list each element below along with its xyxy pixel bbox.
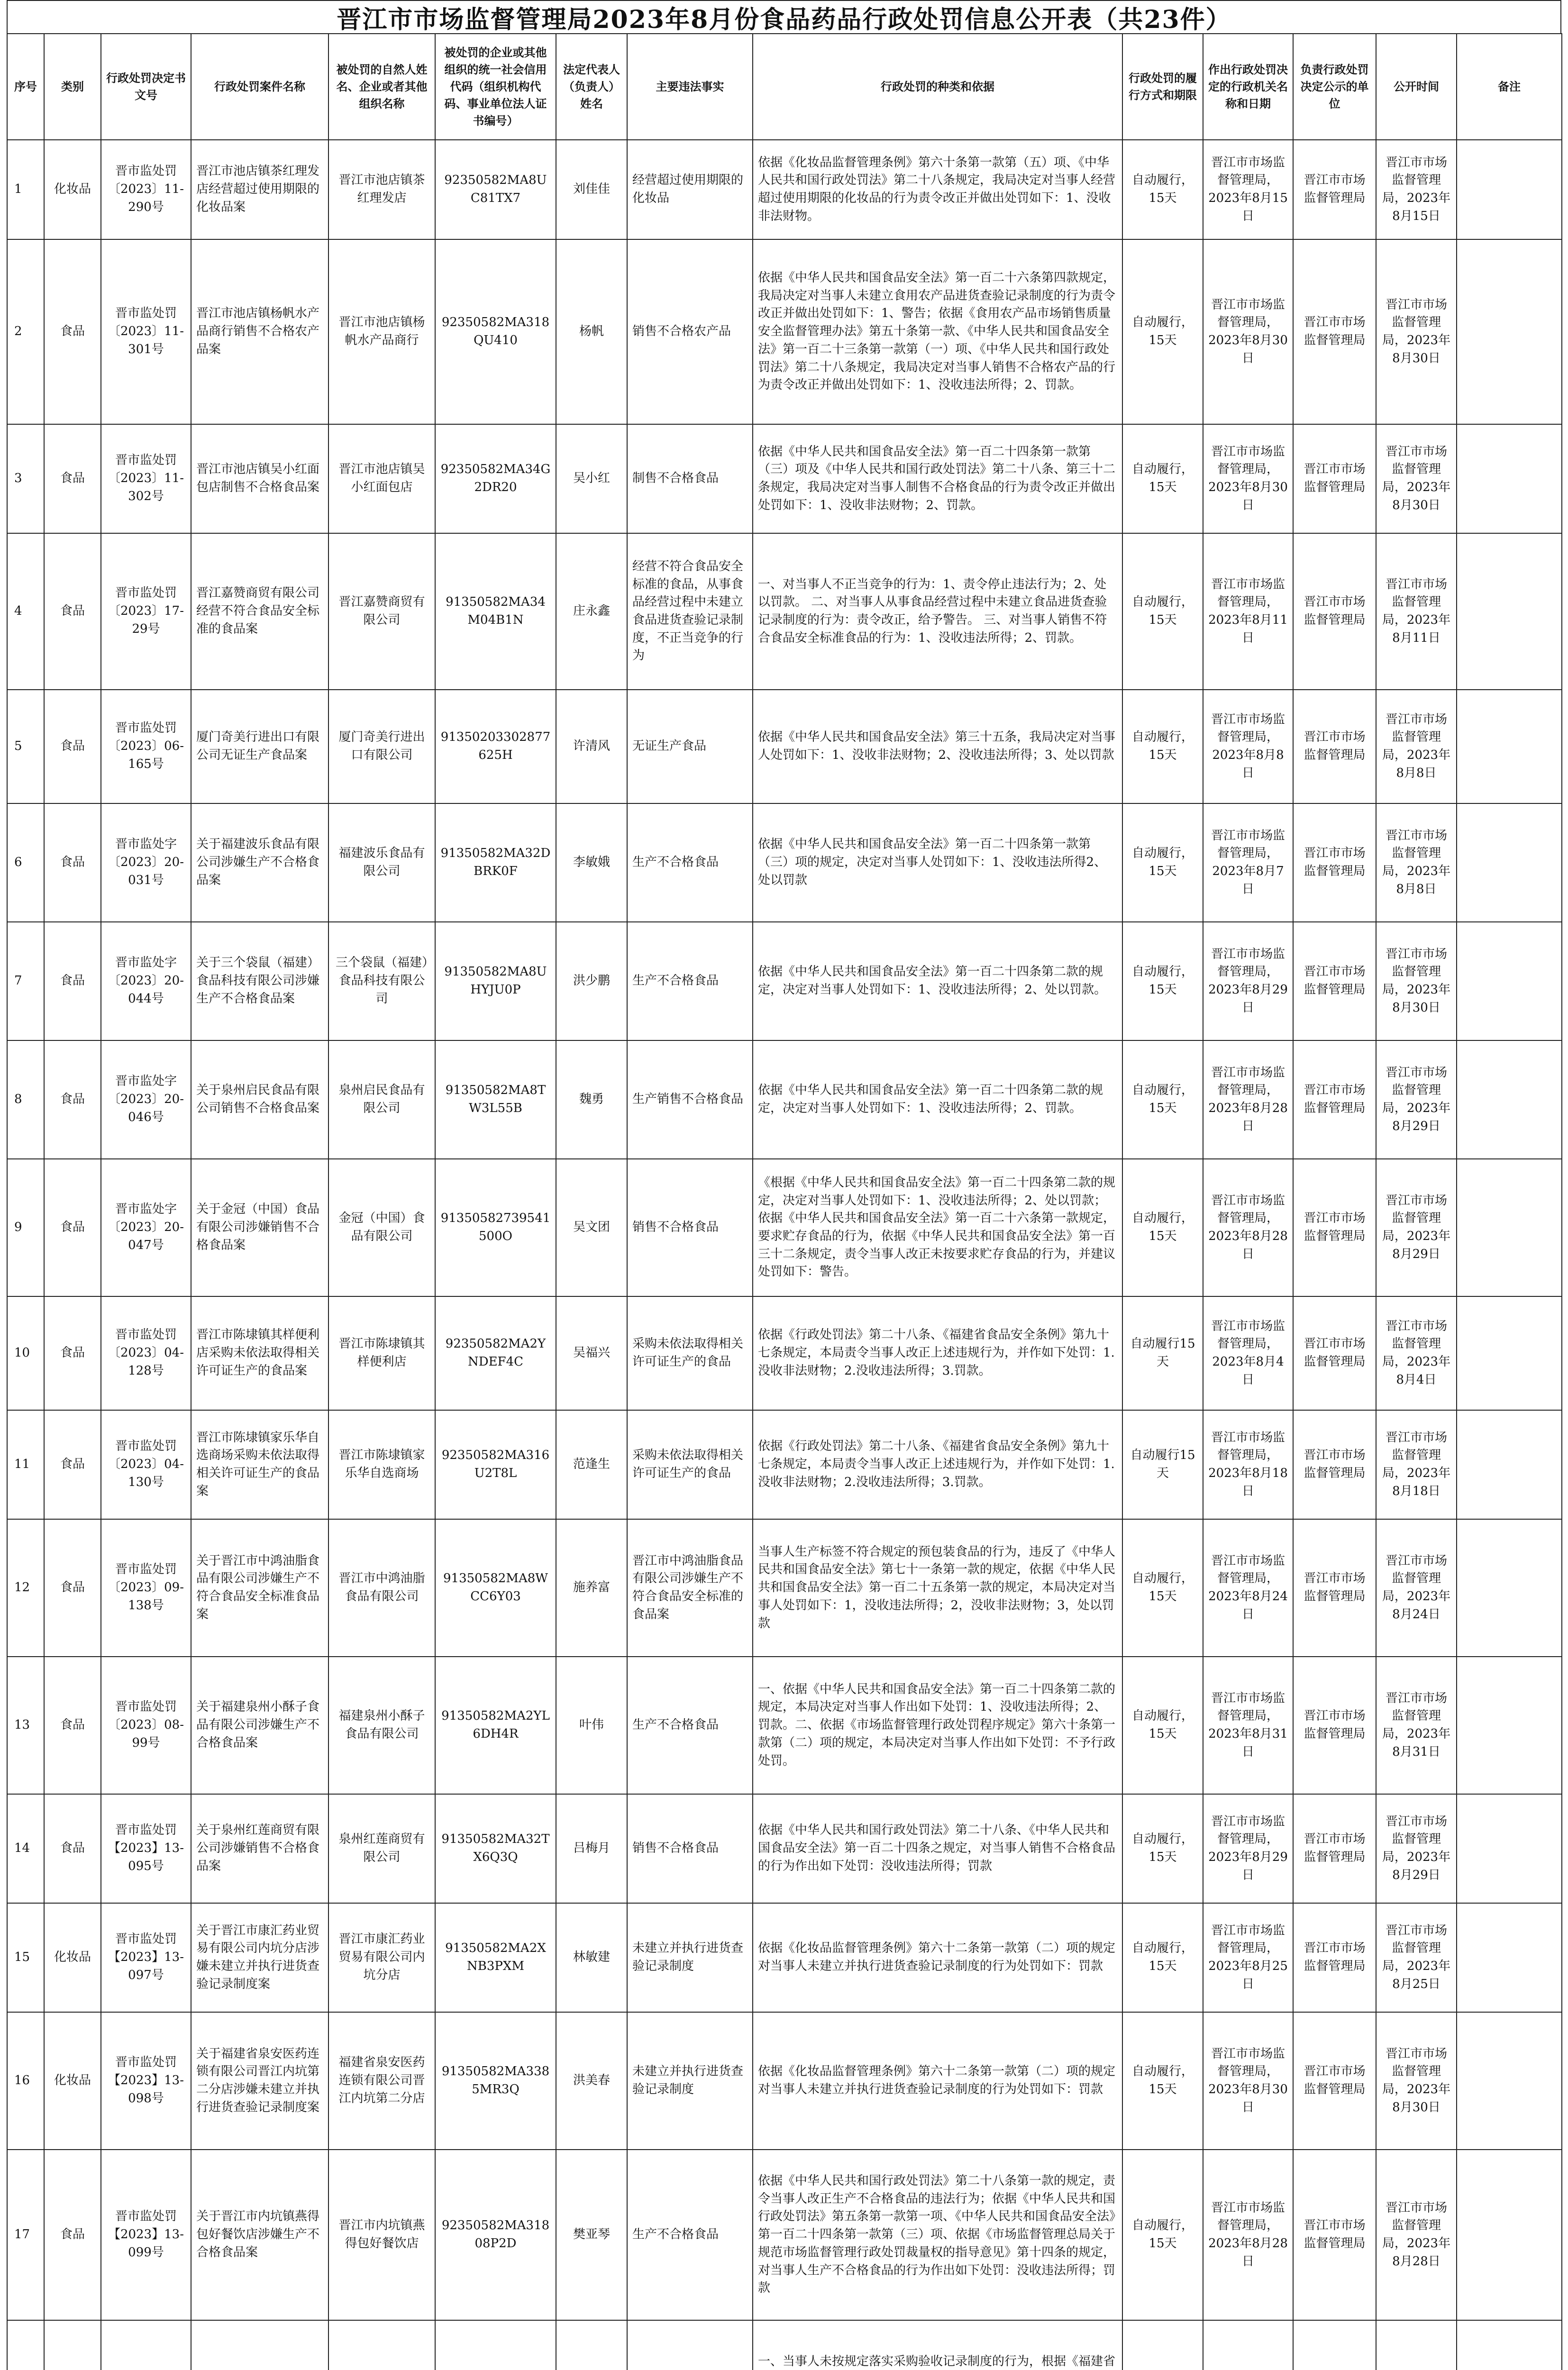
cell-publish-unit: 晋江市市场监督管理局 <box>1293 140 1376 239</box>
cell-decision-org <box>1203 2320 1293 2370</box>
cell-no: 15 <box>7 1903 44 2012</box>
cell-doc-number: 晋市监处罚〔2023〕04-130号 <box>101 1410 191 1519</box>
header-credit-code: 被处罚的企业或其他组织的统一社会信用代码（组织机构代码、事业单位法人证书编号） <box>435 34 556 140</box>
header-remarks: 备注 <box>1457 34 1562 140</box>
cell-penalty-basis: 依据《中华人民共和国行政处罚法》第二十八条第一款的规定，责令当事人改正生产不合格食品的违法行为；依据《中华人民共和国行政处罚法》第五条第一款第一项、《中华人民共和国食品安全法》第一百二十四条第一款第（三）项、依据《市场监督管理总局关于规范市场监督管理行政处罚裁量权的指导意见》第十四条的规定，对当事人生产不合格食品的行为作出如下处罚：没收违法所得；罚款 <box>753 2150 1122 2320</box>
table-row <box>7 2150 1562 2320</box>
cell-credit-code: 92350582MA34G2DR20 <box>435 424 556 533</box>
cell-violation-facts: 生产不合格食品 <box>627 803 753 922</box>
cell-legal-rep: 叶伟 <box>556 1657 627 1794</box>
cell-doc-number: 晋市监处罚〔2023〕04-128号 <box>101 1296 191 1410</box>
cell-remarks <box>1457 690 1562 803</box>
cell-remarks <box>1457 1159 1562 1296</box>
cell-remarks <box>1457 140 1562 239</box>
cell-party-name: 晋江市陈埭镇家乐华自选商场 <box>328 1410 435 1519</box>
cell-no: 13 <box>7 1657 44 1794</box>
cell-credit-code: 92350582MA316U2T8L <box>435 1410 556 1519</box>
cell-case-name: 关于福建波乐食品有限公司涉嫌生产不合格食品案 <box>191 803 328 922</box>
penalty-table <box>7 33 1562 2370</box>
cell-no: 1 <box>7 140 44 239</box>
table-row <box>7 1519 1562 1657</box>
cell-penalty-basis: 依据《中华人民共和国食品安全法》第一百二十四条第二款的规定，决定对当事人处罚如下：1、没收违法所得；2、处以罚款。 <box>753 922 1122 1040</box>
cell-no: 11 <box>7 1410 44 1519</box>
cell-doc-number: 晋市监处罚【2023】13-098号 <box>101 2012 191 2150</box>
cell-doc-number: 晋市监处罚〔2023〕11-301号 <box>101 239 191 424</box>
cell-decision-org: 晋江市市场监督管理局，2023年8月30日 <box>1203 239 1293 424</box>
cell-doc-number: 晋市监处字〔2023〕20-031号 <box>101 803 191 922</box>
cell-decision-org: 晋江市市场监督管理局，2023年8月24日 <box>1203 1519 1293 1657</box>
cell-category: 食品 <box>44 1794 101 1903</box>
cell-violation-facts: 晋江市中鸿油脂食品有限公司涉嫌生产不符合食品安全标准的食品案 <box>627 1519 753 1657</box>
cell-remarks <box>1457 1519 1562 1657</box>
cell-legal-rep: 吴小红 <box>556 424 627 533</box>
header-case-name: 行政处罚案件名称 <box>191 34 328 140</box>
cell-category: 食品 <box>44 1519 101 1657</box>
cell-legal-rep: 洪少鹏 <box>556 922 627 1040</box>
table-row <box>7 1040 1562 1159</box>
header-doc-number: 行政处罚决定书文号 <box>101 34 191 140</box>
cell-category: 化妆品 <box>44 2012 101 2150</box>
cell-legal-rep: 杨帆 <box>556 239 627 424</box>
cell-credit-code: 91350582MA8UHYJU0P <box>435 922 556 1040</box>
cell-case-name: 晋江嘉赞商贸有限公司经营不符合食品安全标准的食品案 <box>191 533 328 690</box>
cell-penalty-basis: 一、对当事人不正当竞争的行为：1、责令停止违法行为；2、处以罚款。 二、对当事人从事食品经营过程中未建立食品进货查验记录制度的行为：责令改正，给予警告。 三、对当事人销售不符合食品安全标准食品的行为：1、没收违法所得；2、罚款。 <box>753 533 1122 690</box>
cell-legal-rep: 林敏建 <box>556 1903 627 2012</box>
cell-penalty-basis: 当事人生产标签不符合规定的预包装食品的行为，违反了《中华人民共和国食品安全法》第七十一条第一款的规定，依据《中华人民共和国食品安全法》第一百二十五条第一款的规定，本局决定对当事人处罚如下：1，没收违法所得；2，没收非法财物；3，处以罚款 <box>753 1519 1122 1657</box>
cell-case-name: 关于福建泉州小酥子食品有限公司涉嫌生产不合格食品案 <box>191 1657 328 1794</box>
table-row <box>7 803 1562 922</box>
cell-violation-facts: 销售不合格农产品 <box>627 239 753 424</box>
cell-decision-org: 晋江市市场监督管理局，2023年8月25日 <box>1203 1903 1293 2012</box>
cell-decision-org: 晋江市市场监督管理局，2023年8月29日 <box>1203 922 1293 1040</box>
cell-penalty-basis: 依据《行政处罚法》第二十八条、《福建省食品安全条例》第九十七条规定，本局责令当事人改正上述违规行为，并作如下处罚：1.没收非法财物；2.没收违法所得；3.罚款。 <box>753 1410 1122 1519</box>
cell-publish-time: 晋江市市场监督管理局，2023年8月30日 <box>1376 239 1457 424</box>
cell-violation-facts: 经营超过使用期限的化妆品 <box>627 140 753 239</box>
header-row <box>7 34 1562 140</box>
table-row <box>7 690 1562 803</box>
cell-execution: 自动履行，15天 <box>1122 922 1203 1040</box>
cell-publish-time <box>1376 2320 1457 2370</box>
cell-party-name: 晋江嘉赞商贸有限公司 <box>328 533 435 690</box>
cell-decision-org: 晋江市市场监督管理局，2023年8月18日 <box>1203 1410 1293 1519</box>
cell-penalty-basis: 依据《化妆品监督管理条例》第六十条第一款第（五）项、《中华人民共和国行政处罚法》第二十八条规定，我局决定对当事人经营超过使用期限的化妆品的行为责令改正并做出处罚如下：1、没收非法财物。 <box>753 140 1122 239</box>
cell-credit-code <box>435 2320 556 2370</box>
cell-execution: 自动履行，15天 <box>1122 140 1203 239</box>
cell-no: 4 <box>7 533 44 690</box>
cell-credit-code: 92350582MA31808P2D <box>435 2150 556 2320</box>
table-row <box>7 1657 1562 1794</box>
cell-publish-unit: 晋江市市场监督管理局 <box>1293 1296 1376 1410</box>
cell-legal-rep: 李敏娥 <box>556 803 627 922</box>
cell-doc-number: 晋市监处罚【2023】13-099号 <box>101 2150 191 2320</box>
cell-case-name: 关于泉州红莲商贸有限公司涉嫌销售不合格食品案 <box>191 1794 328 1903</box>
cell-doc-number <box>101 2320 191 2370</box>
table-row <box>7 2012 1562 2150</box>
cell-publish-time: 晋江市市场监督管理局，2023年8月25日 <box>1376 1903 1457 2012</box>
cell-publish-unit: 晋江市市场监督管理局 <box>1293 533 1376 690</box>
cell-decision-org: 晋江市市场监督管理局，2023年8月29日 <box>1203 1794 1293 1903</box>
cell-category: 食品 <box>44 1296 101 1410</box>
cell-legal-rep: 樊亚琴 <box>556 2150 627 2320</box>
cell-category <box>44 2320 101 2370</box>
cell-category: 食品 <box>44 1657 101 1794</box>
cell-credit-code: 91350582MA8WCC6Y03 <box>435 1519 556 1657</box>
cell-party-name: 晋江市康汇药业贸易有限公司内坑分店 <box>328 1903 435 2012</box>
header-publish-time: 公开时间 <box>1376 34 1457 140</box>
cell-doc-number: 晋市监处罚〔2023〕11-302号 <box>101 424 191 533</box>
cell-violation-facts: 经营不符合食品安全标准的食品，从事食品经营过程中未建立食品进货查验记录制度，不正当竞争的行为 <box>627 533 753 690</box>
table-row <box>7 239 1562 424</box>
cell-party-name: 晋江市陈埭镇其样便利店 <box>328 1296 435 1410</box>
header-category: 类别 <box>44 34 101 140</box>
cell-remarks <box>1457 1657 1562 1794</box>
cell-no: 17 <box>7 2150 44 2320</box>
cell-legal-rep <box>556 2320 627 2370</box>
cell-credit-code: 92350582MA318QU410 <box>435 239 556 424</box>
cell-remarks <box>1457 1410 1562 1519</box>
cell-publish-unit: 晋江市市场监督管理局 <box>1293 1159 1376 1296</box>
cell-no: 10 <box>7 1296 44 1410</box>
cell-category: 食品 <box>44 1159 101 1296</box>
cell-no <box>7 2320 44 2370</box>
table-row <box>7 2320 1562 2370</box>
cell-execution: 自动履行，15天 <box>1122 1519 1203 1657</box>
cell-category: 食品 <box>44 803 101 922</box>
cell-penalty-basis: 依据《中华人民共和国行政处罚法》第二十八条、《中华人民共和国食品安全法》第一百二十四条之规定，对当事人销售不合格食品的行为作出如下处罚：没收违法所得；罚款 <box>753 1794 1122 1903</box>
cell-execution: 自动履行，15天 <box>1122 1903 1203 2012</box>
cell-execution: 自动履行，15天 <box>1122 2012 1203 2150</box>
cell-credit-code: 91350203302877625H <box>435 690 556 803</box>
cell-publish-unit: 晋江市市场监督管理局 <box>1293 2150 1376 2320</box>
cell-party-name: 晋江市池店镇茶红理发店 <box>328 140 435 239</box>
cell-publish-time: 晋江市市场监督管理局，2023年8月4日 <box>1376 1296 1457 1410</box>
cell-case-name: 晋江市池店镇茶红理发店经营超过使用期限的化妆品案 <box>191 140 328 239</box>
table-row <box>7 1794 1562 1903</box>
header-legal-rep: 法定代表人（负责人）姓名 <box>556 34 627 140</box>
cell-category: 食品 <box>44 533 101 690</box>
cell-doc-number: 晋市监处罚〔2023〕17-29号 <box>101 533 191 690</box>
cell-party-name: 晋江市池店镇杨帆水产品商行 <box>328 239 435 424</box>
header-execution: 行政处罚的履行方式和期限 <box>1122 34 1203 140</box>
cell-credit-code: 91350582MA8TW3L55B <box>435 1040 556 1159</box>
table-row <box>7 424 1562 533</box>
table-body <box>7 140 1562 2370</box>
cell-execution: 自动履行，15天 <box>1122 533 1203 690</box>
cell-doc-number: 晋市监处罚〔2023〕06-165号 <box>101 690 191 803</box>
header-decision-org: 作出行政处罚决定的行政机关名称和日期 <box>1203 34 1293 140</box>
cell-no: 12 <box>7 1519 44 1657</box>
table-row <box>7 140 1562 239</box>
cell-party-name: 福建省泉安医药连锁有限公司晋江内坑第二分店 <box>328 2012 435 2150</box>
cell-remarks <box>1457 2320 1562 2370</box>
cell-category: 食品 <box>44 690 101 803</box>
cell-violation-facts <box>627 2320 753 2370</box>
cell-decision-org: 晋江市市场监督管理局，2023年8月11日 <box>1203 533 1293 690</box>
cell-party-name: 晋江市内坑镇燕得包好餐饮店 <box>328 2150 435 2320</box>
cell-category: 食品 <box>44 424 101 533</box>
cell-no: 14 <box>7 1794 44 1903</box>
cell-remarks <box>1457 2012 1562 2150</box>
cell-violation-facts: 未建立并执行进货查验记录制度 <box>627 2012 753 2150</box>
cell-publish-time: 晋江市市场监督管理局，2023年8月8日 <box>1376 690 1457 803</box>
page-title: 晋江市市场监督管理局2023年8月份食品药品行政处罚信息公开表（共23件） <box>337 5 1231 34</box>
cell-publish-time: 晋江市市场监督管理局，2023年8月29日 <box>1376 1794 1457 1903</box>
cell-credit-code: 91350582MA2XNB3PXM <box>435 1903 556 2012</box>
cell-party-name: 晋江市中鸿油脂食品有限公司 <box>328 1519 435 1657</box>
cell-execution: 自动履行，15天 <box>1122 1159 1203 1296</box>
cell-publish-time: 晋江市市场监督管理局，2023年8月30日 <box>1376 424 1457 533</box>
cell-remarks <box>1457 2150 1562 2320</box>
cell-publish-unit: 晋江市市场监督管理局 <box>1293 1040 1376 1159</box>
cell-doc-number: 晋市监处字〔2023〕20-047号 <box>101 1159 191 1296</box>
cell-credit-code: 92350582MA8UC81TX7 <box>435 140 556 239</box>
cell-case-name: 厦门奇美行进出口有限公司无证生产食品案 <box>191 690 328 803</box>
cell-remarks <box>1457 424 1562 533</box>
cell-publish-unit: 晋江市市场监督管理局 <box>1293 1657 1376 1794</box>
cell-remarks <box>1457 1040 1562 1159</box>
cell-legal-rep: 施养富 <box>556 1519 627 1657</box>
cell-remarks <box>1457 922 1562 1040</box>
cell-publish-time: 晋江市市场监督管理局，2023年8月15日 <box>1376 140 1457 239</box>
cell-violation-facts: 无证生产食品 <box>627 690 753 803</box>
header-party-name: 被处罚的自然人姓名、企业或者其他组织名称 <box>328 34 435 140</box>
cell-decision-org: 晋江市市场监督管理局，2023年8月31日 <box>1203 1657 1293 1794</box>
cell-case-name: 关于泉州启民食品有限公司销售不合格食品案 <box>191 1040 328 1159</box>
cell-decision-org: 晋江市市场监督管理局，2023年8月28日 <box>1203 1040 1293 1159</box>
cell-execution: 自动履行，15天 <box>1122 1040 1203 1159</box>
cell-remarks <box>1457 1794 1562 1903</box>
cell-no: 16 <box>7 2012 44 2150</box>
cell-remarks <box>1457 239 1562 424</box>
cell-credit-code: 91350582MA2YL6DH4R <box>435 1657 556 1794</box>
cell-penalty-basis: 一、依据《中华人民共和国食品安全法》第一百二十四条第二款的规定，本局决定对当事人作出如下处罚：1、没收违法所得；2、罚款。二、依据《市场监督管理行政处罚程序规定》第六十条第一款第（二）项的规定，本局决定对当事人作出如下处罚：不予行政处罚。 <box>753 1657 1122 1794</box>
cell-publish-unit <box>1293 2320 1376 2370</box>
cell-violation-facts: 销售不合格食品 <box>627 1159 753 1296</box>
cell-case-name: 关于三个袋鼠（福建）食品科技有限公司涉嫌生产不合格食品案 <box>191 922 328 1040</box>
cell-remarks <box>1457 803 1562 922</box>
cell-decision-org: 晋江市市场监督管理局，2023年8月15日 <box>1203 140 1293 239</box>
cell-publish-unit: 晋江市市场监督管理局 <box>1293 1794 1376 1903</box>
header-violation-facts: 主要违法事实 <box>627 34 753 140</box>
cell-publish-unit: 晋江市市场监督管理局 <box>1293 1410 1376 1519</box>
cell-violation-facts: 生产不合格食品 <box>627 922 753 1040</box>
cell-remarks <box>1457 1296 1562 1410</box>
cell-execution: 自动履行，15天 <box>1122 239 1203 424</box>
cell-case-name: 晋江市池店镇吴小红面包店制售不合格食品案 <box>191 424 328 533</box>
cell-execution: 自动履行，15天 <box>1122 424 1203 533</box>
cell-decision-org: 晋江市市场监督管理局，2023年8月30日 <box>1203 424 1293 533</box>
cell-execution: 自动履行，15天 <box>1122 690 1203 803</box>
cell-credit-code: 91350582739541500O <box>435 1159 556 1296</box>
cell-credit-code: 91350582MA32DBRK0F <box>435 803 556 922</box>
cell-publish-unit: 晋江市市场监督管理局 <box>1293 2012 1376 2150</box>
cell-doc-number: 晋市监处字〔2023〕20-044号 <box>101 922 191 1040</box>
cell-violation-facts: 采购未依法取得相关许可证生产的食品 <box>627 1296 753 1410</box>
cell-category: 食品 <box>44 239 101 424</box>
cell-execution <box>1122 2320 1203 2370</box>
cell-doc-number: 晋市监处罚【2023】13-095号 <box>101 1794 191 1903</box>
cell-legal-rep: 吴文团 <box>556 1159 627 1296</box>
cell-publish-unit: 晋江市市场监督管理局 <box>1293 424 1376 533</box>
cell-decision-org: 晋江市市场监督管理局，2023年8月28日 <box>1203 2150 1293 2320</box>
cell-case-name: 晋江市池店镇杨帆水产品商行销售不合格农产品案 <box>191 239 328 424</box>
table-row <box>7 1296 1562 1410</box>
cell-no: 3 <box>7 424 44 533</box>
cell-case-name: 关于福建省泉安医药连锁有限公司晋江内坑第二分店涉嫌未建立并执行进货查验记录制度案 <box>191 2012 328 2150</box>
cell-party-name: 金冠（中国）食品有限公司 <box>328 1159 435 1296</box>
cell-execution: 自动履行15天 <box>1122 1296 1203 1410</box>
cell-decision-org: 晋江市市场监督管理局，2023年8月7日 <box>1203 803 1293 922</box>
cell-execution: 自动履行，15天 <box>1122 803 1203 922</box>
cell-decision-org: 晋江市市场监督管理局，2023年8月4日 <box>1203 1296 1293 1410</box>
header-no: 序号 <box>7 34 44 140</box>
cell-decision-org: 晋江市市场监督管理局，2023年8月28日 <box>1203 1159 1293 1296</box>
cell-penalty-basis: 依据《行政处罚法》第二十八条、《福建省食品安全条例》第九十七条规定，本局责令当事人改正上述违规行为，并作如下处罚：1.没收非法财物；2.没收违法所得；3.罚款。 <box>753 1296 1122 1410</box>
cell-party-name: 晋江市池店镇吴小红面包店 <box>328 424 435 533</box>
table-row <box>7 1903 1562 2012</box>
cell-doc-number: 晋市监处罚【2023】13-097号 <box>101 1903 191 2012</box>
cell-publish-unit: 晋江市市场监督管理局 <box>1293 690 1376 803</box>
cell-case-name: 关于金冠（中国）食品有限公司涉嫌销售不合格食品案 <box>191 1159 328 1296</box>
cell-violation-facts: 销售不合格食品 <box>627 1794 753 1903</box>
cell-publish-time: 晋江市市场监督管理局，2023年8月29日 <box>1376 1040 1457 1159</box>
cell-publish-unit: 晋江市市场监督管理局 <box>1293 803 1376 922</box>
cell-category: 食品 <box>44 922 101 1040</box>
cell-legal-rep: 吕梅月 <box>556 1794 627 1903</box>
title-bar <box>7 0 1561 33</box>
cell-doc-number: 晋市监处罚〔2023〕11-290号 <box>101 140 191 239</box>
cell-doc-number: 晋市监处字〔2023〕20-046号 <box>101 1040 191 1159</box>
cell-penalty-basis: 依据《化妆品监督管理条例》第六十二条第一款第（二）项的规定对当事人未建立并执行进货查验记录制度的行为处罚如下：罚款 <box>753 2012 1122 2150</box>
cell-no: 8 <box>7 1040 44 1159</box>
header-publish-unit: 负责行政处罚决定公示的单位 <box>1293 34 1376 140</box>
cell-penalty-basis: 一、当事人未按规定落实采购验收记录制度的行为，根据《福建省 <box>753 2320 1122 2370</box>
cell-execution: 自动履行，15天 <box>1122 2150 1203 2320</box>
cell-party-name: 三个袋鼠（福建）食品科技有限公司 <box>328 922 435 1040</box>
cell-publish-unit: 晋江市市场监督管理局 <box>1293 1903 1376 2012</box>
cell-penalty-basis: 依据《中华人民共和国食品安全法》第三十五条，我局决定对当事人处罚如下：1、没收非法财物；2、没收违法所得；3、处以罚款 <box>753 690 1122 803</box>
cell-legal-rep: 庄永鑫 <box>556 533 627 690</box>
cell-legal-rep: 魏勇 <box>556 1040 627 1159</box>
cell-violation-facts: 生产不合格食品 <box>627 1657 753 1794</box>
cell-penalty-basis: 依据《化妆品监督管理条例》第六十二条第一款第（二）项的规定对当事人未建立并执行进货查验记录制度的行为处罚如下：罚款 <box>753 1903 1122 2012</box>
cell-violation-facts: 制售不合格食品 <box>627 424 753 533</box>
cell-remarks <box>1457 533 1562 690</box>
cell-case-name: 关于晋江市中鸿油脂食品有限公司涉嫌生产不符合食品安全标准食品案 <box>191 1519 328 1657</box>
cell-penalty-basis: 《根据《中华人民共和国食品安全法》第一百二十四条第二款的规定，决定对当事人处罚如下：1、没收违法所得；2、处以罚款；依据《中华人民共和国食品安全法》第一百二十六条第一款规定，要求贮存食品的行为，依据《中华人民共和国食品安全法》第一百三十二条规定，责令当事人改正未按要求贮存食品的行为，并建议处罚如下：警告。 <box>753 1159 1122 1296</box>
cell-violation-facts: 未建立并执行进货查验记录制度 <box>627 1903 753 2012</box>
table-row <box>7 1159 1562 1296</box>
cell-publish-time: 晋江市市场监督管理局，2023年8月8日 <box>1376 803 1457 922</box>
cell-case-name <box>191 2320 328 2370</box>
cell-violation-facts: 生产不合格食品 <box>627 2150 753 2320</box>
cell-no: 7 <box>7 922 44 1040</box>
header-penalty-basis: 行政处罚的种类和依据 <box>753 34 1122 140</box>
cell-category: 化妆品 <box>44 140 101 239</box>
cell-no: 5 <box>7 690 44 803</box>
cell-case-name: 关于晋江市内坑镇燕得包好餐饮店涉嫌生产不合格食品案 <box>191 2150 328 2320</box>
cell-credit-code: 91350582MA3385MR3Q <box>435 2012 556 2150</box>
cell-party-name <box>328 2320 435 2370</box>
cell-party-name: 福建波乐食品有限公司 <box>328 803 435 922</box>
cell-case-name: 关于晋江市康汇药业贸易有限公司内坑分店涉嫌未建立并执行进货查验记录制度案 <box>191 1903 328 2012</box>
cell-no: 6 <box>7 803 44 922</box>
cell-execution: 自动履行，15天 <box>1122 1794 1203 1903</box>
cell-publish-time: 晋江市市场监督管理局，2023年8月31日 <box>1376 1657 1457 1794</box>
cell-remarks <box>1457 1903 1562 2012</box>
cell-publish-time: 晋江市市场监督管理局，2023年8月30日 <box>1376 2012 1457 2150</box>
cell-legal-rep: 洪美春 <box>556 2012 627 2150</box>
table-row <box>7 922 1562 1040</box>
cell-violation-facts: 生产销售不合格食品 <box>627 1040 753 1159</box>
cell-publish-time: 晋江市市场监督管理局，2023年8月11日 <box>1376 533 1457 690</box>
cell-publish-time: 晋江市市场监督管理局，2023年8月29日 <box>1376 1159 1457 1296</box>
cell-category: 食品 <box>44 1040 101 1159</box>
cell-decision-org: 晋江市市场监督管理局，2023年8月30日 <box>1203 2012 1293 2150</box>
cell-credit-code: 91350582MA34M04B1N <box>435 533 556 690</box>
cell-violation-facts: 采购未依法取得相关许可证生产的食品 <box>627 1410 753 1519</box>
cell-publish-time: 晋江市市场监督管理局，2023年8月28日 <box>1376 2150 1457 2320</box>
cell-doc-number: 晋市监处罚〔2023〕08-99号 <box>101 1657 191 1794</box>
cell-publish-time: 晋江市市场监督管理局，2023年8月30日 <box>1376 922 1457 1040</box>
cell-category: 食品 <box>44 2150 101 2320</box>
cell-publish-time: 晋江市市场监督管理局，2023年8月24日 <box>1376 1519 1457 1657</box>
cell-category: 化妆品 <box>44 1903 101 2012</box>
cell-legal-rep: 吴福兴 <box>556 1296 627 1410</box>
cell-publish-time: 晋江市市场监督管理局，2023年8月18日 <box>1376 1410 1457 1519</box>
cell-penalty-basis: 依据《中华人民共和国食品安全法》第一百二十六条第四款规定，我局决定对当事人未建立食用农产品进货查验记录制度的行为责令改正并做出处罚如下：1、警告；依据《食用农产品市场销售质量安全监督管理办法》第五十条第一款、《中华人民共和国食品安全法》第一百二十三条第一款第（一）项、《中华人民共和国行政处罚法》第二十八条规定，我局决定对当事人销售不合格农产品的行为责令改正并做出处罚如下：1、没收违法所得；2、罚款。 <box>753 239 1122 424</box>
cell-no: 2 <box>7 239 44 424</box>
cell-decision-org: 晋江市市场监督管理局，2023年8月8日 <box>1203 690 1293 803</box>
cell-doc-number: 晋市监处罚〔2023〕09-138号 <box>101 1519 191 1657</box>
cell-party-name: 泉州启民食品有限公司 <box>328 1040 435 1159</box>
cell-credit-code: 92350582MA2YNDEF4C <box>435 1296 556 1410</box>
cell-case-name: 晋江市陈埭镇其样便利店采购未依法取得相关许可证生产的食品案 <box>191 1296 328 1410</box>
cell-credit-code: 91350582MA32TX6Q3Q <box>435 1794 556 1903</box>
cell-publish-unit: 晋江市市场监督管理局 <box>1293 922 1376 1040</box>
cell-legal-rep: 刘佳佳 <box>556 140 627 239</box>
cell-penalty-basis: 依据《中华人民共和国食品安全法》第一百二十四条第二款的规定，决定对当事人处罚如下：1、没收违法所得；2、罚款。 <box>753 1040 1122 1159</box>
cell-case-name: 晋江市陈埭镇家乐华自选商场采购未依法取得相关许可证生产的食品案 <box>191 1410 328 1519</box>
cell-no: 9 <box>7 1159 44 1296</box>
cell-legal-rep: 许清风 <box>556 690 627 803</box>
cell-party-name: 泉州红莲商贸有限公司 <box>328 1794 435 1903</box>
table-row <box>7 533 1562 690</box>
cell-publish-unit: 晋江市市场监督管理局 <box>1293 1519 1376 1657</box>
table-row <box>7 1410 1562 1519</box>
cell-legal-rep: 范逢生 <box>556 1410 627 1519</box>
cell-penalty-basis: 依据《中华人民共和国食品安全法》第一百二十四条第一款第（三）项的规定，决定对当事人处罚如下：1、没收违法所得2、处以罚款 <box>753 803 1122 922</box>
cell-category: 食品 <box>44 1410 101 1519</box>
cell-execution: 自动履行15天 <box>1122 1410 1203 1519</box>
cell-party-name: 厦门奇美行进出口有限公司 <box>328 690 435 803</box>
cell-publish-unit: 晋江市市场监督管理局 <box>1293 239 1376 424</box>
cell-party-name: 福建泉州小酥子食品有限公司 <box>328 1657 435 1794</box>
cell-penalty-basis: 依据《中华人民共和国食品安全法》第一百二十四条第一款第（三）项及《中华人民共和国行政处罚法》第二十八条、第三十二条规定，我局决定对当事人制售不合格食品的行为责令改正并做出处罚如下：1、没收非法财物；2、罚款。 <box>753 424 1122 533</box>
cell-execution: 自动履行，15天 <box>1122 1657 1203 1794</box>
